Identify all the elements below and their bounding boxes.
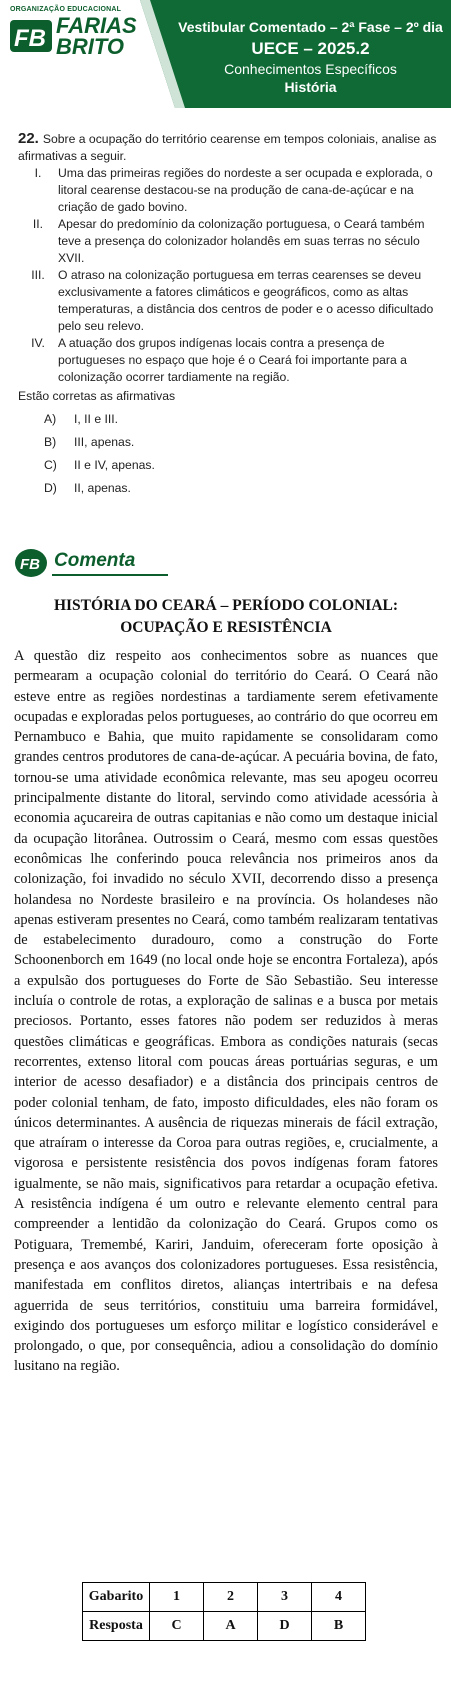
statement-roman: II. — [32, 217, 44, 231]
statement-4 — [18, 335, 438, 386]
brand-line2: BRITO — [56, 34, 125, 59]
exam-edition: UECE – 2025.2 — [251, 39, 370, 58]
option-a — [18, 411, 438, 428]
svg-text:FB: FB — [14, 25, 46, 52]
comenta-label: Comenta — [54, 550, 136, 571]
comenta-badge — [14, 546, 164, 582]
option-letter: D) — [44, 481, 57, 495]
statement-text: A atuação dos grupos indígenas locais contra a presença de portugueses no espaço que hoje é o Ceará foi importante para a colonização ocorrer tardiamente na região. — [58, 336, 407, 384]
option-text: II e IV, apenas. — [74, 458, 155, 472]
page-header — [0, 0, 451, 108]
statement-1 — [18, 165, 438, 216]
farias-brito-logo — [10, 6, 160, 62]
fb-logo-icon — [10, 18, 52, 54]
org-label: ORGANIZAÇÃO EDUCACIONAL — [10, 6, 122, 13]
statement-text: Apesar do predomínio da colonização portuguesa, o Ceará também teve a presença do colonizador holandês em suas terras no século XVII. — [58, 217, 425, 265]
commentary-text: A questão diz respeito aos conhecimentos sobre as nuances que permearam a ocupação colonial do território do Ceará. O Ceará não esteve entre as regiões nordestinas a tardiamente serem efetivamente ocupadas e exploradas pelos portugueses, ao contrário do que ocorreu em Pernambuco e Bahia, que muito rapidamente se consolidaram como grandes centros produtores de cana-de-açúcar. A pecuária bovina, de fato, tornou-se uma atividade econômica relevante, mas seu apogeu ocorreu principalmente distante do litoral, servindo como atividade acessória à economia açucareira de outras capitanias e não como um destaque inicial da ocupação litorânea. Outrossim o Ceará, mesmo com essas questões econômicas lhe conferindo pouca relevância nos primeiros anos da colonização, foi invadido no século XVII, decorrendo disso a presença holandesa no Nordeste brasileiro e na província. Os holandeses não apenas estiveram presentes no Ceará, como também realizaram tentativas de estabelecimento duradouro, como a construção do Forte Schoonenborch em 1649 (no local onde hoje se encontra Fortaleza), após a expulsão dos portugueses do Forte de São Sebastião. Seu interesse incluía o controle de rotas, a exploração de salinas e a busca por metais preciosos. Portanto, esses fatores não podem ser reduzidos à meras questões climáticas e geográficas. Embora as condições naturais (secas recorrentes, extenso litoral com poucas áreas portuárias seguras, e um interior de acesso desafiador) e a distância dos principais centros de poder colonial tenham, de fato, imposto dificuldades, eles não foram os únicos determinantes. A ausência de riquezas minerais de fácil extração, que atraíram o interesse da Coroa para outras regiões, e, crucialmente, a vigorosa e persistente resistência dos povos indígenas foram fatores igualmente, se não mais, significativos para retardar a ocupação efetiva. A resistência indígena é um outro e relevante elemento central para compreender a lentidão da colonização do Ceará. Grupos como os Potiguara, Tremembé, Kariri, Janduim, ofereceram forte oposição à presença e aos avanços dos colonizadores portugueses. Essa resistência, manifestada em conflitos diretos, alianças intertribais e na defesa aguerrida de seus territórios, constituiu uma barreira formidável, exigindo dos portugueses um esforço militar e logístico considerável e prolongado, o que, por consequência, adiou a consolidação do domínio lusitano na região. — [14, 648, 438, 1375]
answer-key-header-row — [83, 1583, 366, 1612]
answer-cell: B — [312, 1612, 366, 1641]
option-text: III, apenas. — [74, 435, 135, 449]
question-block — [18, 130, 438, 497]
gabarito-label: Gabarito — [83, 1583, 150, 1612]
statement-roman: I. — [34, 166, 42, 180]
option-letter: B) — [44, 435, 57, 449]
commentary-title — [14, 595, 438, 639]
exam-title: Vestibular Comentado – 2ª Fase – 2º dia — [178, 19, 443, 35]
option-text: I, II e III. — [74, 412, 119, 426]
statement-2 — [18, 216, 438, 267]
exam-section: Conhecimentos Específicos — [224, 61, 397, 77]
statement-roman: III. — [31, 268, 45, 282]
resposta-label: Resposta — [83, 1612, 150, 1641]
question-number: 22. — [18, 130, 39, 147]
commentary-title-line2: OCUPAÇÃO E RESISTÊNCIA — [120, 619, 332, 636]
comenta-underline — [52, 574, 168, 576]
option-c — [18, 457, 438, 474]
fb-comenta-icon — [14, 548, 48, 578]
question-stem — [18, 130, 438, 165]
question-number-cell: 4 — [312, 1583, 366, 1612]
option-letter: C) — [44, 458, 57, 472]
question-number-cell: 2 — [204, 1583, 258, 1612]
statement-roman: IV. — [31, 336, 45, 350]
answer-key-table — [82, 1582, 366, 1641]
statement-text: O atraso na colonização portuguesa em terras cearenses se deveu exclusivamente a fatores climáticos e geográficos, como as altas temperaturas, a distância dos centros de poder e o acesso dificultado pelo seu relevo. — [58, 268, 434, 333]
question-prompt: Estão corretas as afirmativas — [18, 389, 176, 403]
question-number-cell: 1 — [150, 1583, 204, 1612]
option-b — [18, 434, 438, 451]
commentary-title-line1: HISTÓRIA DO CEARÁ – PERÍODO COLONIAL: — [53, 597, 399, 614]
question-stem-text: Sobre a ocupação do território cearense em tempos coloniais, analise as afirmativas a seguir. — [18, 132, 437, 163]
answer-cell: A — [204, 1612, 258, 1641]
statement-3 — [18, 267, 438, 335]
exam-subject: História — [284, 79, 337, 95]
question-number-cell: 3 — [258, 1583, 312, 1612]
option-d — [18, 480, 438, 497]
option-text: II, apenas. — [74, 481, 131, 495]
answer-cell: D — [258, 1612, 312, 1641]
svg-text:FB: FB — [20, 556, 40, 573]
header-title-block — [170, 18, 451, 96]
answer-cell: C — [150, 1612, 204, 1641]
brand-line1: FARIAS — [56, 13, 137, 38]
option-letter: A) — [44, 412, 57, 426]
answer-key-answer-row — [83, 1612, 366, 1641]
statement-text: Uma das primeiras regiões do nordeste a ser ocupada e explorada, o litoral cearense destacou-se na produção de cana-de-açúcar e na criação de gado bovino. — [58, 166, 433, 214]
